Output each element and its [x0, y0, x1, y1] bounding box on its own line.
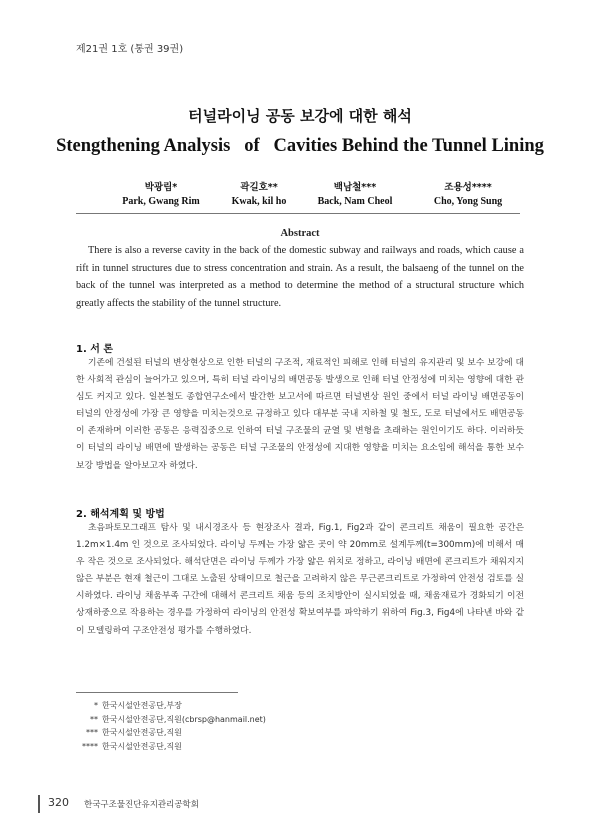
- footnote-text: 한국시설안전공단,부장: [102, 701, 182, 710]
- author-4: [413, 179, 523, 207]
- footnote-item: [76, 713, 266, 727]
- footnote-mark: ****: [82, 741, 98, 751]
- page-number: 320: [48, 796, 69, 809]
- abstract-text: There is also a reverse cavity in the back of the domestic subway and railways and roads, which cause a rift in tunnel structures due to stress concentration and strain. As a result, the balsaeng of the tunnel on the back of the tunnel was interpreted as a method to determine the method of a structural structure which greatly affects the stability of the tunnel structure.: [76, 245, 524, 309]
- journal-info: 제21권 1호 (통권 39권): [76, 44, 184, 55]
- footnote-text: 한국시설안전공단,직원(cbrsp@hanmail.net): [102, 714, 266, 724]
- author-1: [106, 179, 216, 207]
- header-divider: [76, 213, 520, 214]
- author-name-korean: 조용성****: [444, 182, 492, 193]
- footnote-text: 한국시설안전공단,직원: [102, 728, 182, 737]
- section-text-introduction: 기존에 건설된 터널의 변상현상으로 인한 터널의 구조적, 재료적인 피해로 인해 터널의 유지관리 및 보수 보강에 대한 사회적 관심이 늘어가고 있으며, 특히 터널 라이닝의 배면공동 발생으로 인해 터널 안정성에 미치는 영향에 대한 관심도 커지고 있다. 일본철도 종합연구소에서 발간한 보고서에 따르면 터널변상 원인 중에서 터널 라이닝 배면공동이 터널의 안정성에 가장 큰 영향을 미치는것으로 규정하고 있다 대부분 국내 지하철 및 철도, 도로 터널에서도 배면공동이 존재하며 이러한 공동은 응력집중으로 인하여 터널 구조물의 균열 및 변형을 초래하는 원인이기도 하다. 이러하듯이 터널의 라이닝 배면에 발생하는 공동은 터널 구조물의 안정성에 지대한 영향을 미치는 요소임에 해석을 통한 보수보강 방법을 알아보고자 하였다.: [76, 358, 524, 471]
- author-name-korean: 곽길호**: [240, 182, 278, 193]
- footnote-divider: [76, 692, 238, 693]
- footnote-text: 한국시설안전공단,직원: [102, 741, 182, 751]
- section-heading-method: 2. 해석계획 및 방법: [76, 509, 165, 520]
- footnote-item: [76, 740, 266, 754]
- title-english: Stengthening Analysis of Cavities Behind the Tunnel Lining: [56, 136, 544, 156]
- title-korean: 터널라이닝 공동 보강에 대한 해석: [188, 107, 412, 125]
- footnote-mark: ***: [86, 728, 98, 737]
- footnote-mark: *: [94, 701, 98, 710]
- footnotes: [76, 699, 266, 753]
- journal-name: 한국구조물진단유지관리공학회: [84, 800, 199, 810]
- author-name-english: Park, Gwang Rim: [122, 196, 200, 207]
- footnote-item: [76, 699, 266, 713]
- footnote-mark: **: [90, 714, 98, 724]
- abstract-heading: Abstract: [280, 228, 320, 239]
- author-name-english: Cho, Yong Sung: [433, 196, 503, 207]
- section-text-method: 초음파토모그래프 탐사 및 내시경조사 등 현장조사 결과, Fig.1, Fig2과 같이 콘크리트 채움이 필요한 공간은 1.2m×1.4m 인 것으로 조사되었다. 라이닝 두께는 가장 얇은 곳이 약 20mm로 설계두께(t=300mm)에 비해서 매우 작은 것으로 조사되었다. 해석단면은 라이닝 두께가 가장 얇은 위치로 정하고, 라이닝 배면에 콘크리트가 채워지지 않은 부분은 현재 철근이 그대로 노출된 상태이므로 철근을 고려하지 않은 무근콘크리트로 가정하여 안전성 검토를 실시하였다. 라이닝 채움부족 구간에 대해서 콘크리트 채움 등의 조치방안이 실시되었을 때, 채움재료가 경화되기 이전 상재하중으로 작용하는 경우를 가정하여 라이닝의 안전성 확보여부를 파악하기 위하여 Fig.3, Fig4에 나타낸 바와 같이 모델링하여 구조안전성 평가를 수행하였다.: [76, 523, 524, 636]
- footer-bar: [38, 795, 40, 813]
- section-heading-introduction: 1. 서 론: [76, 344, 114, 355]
- author-name-english: Kwak, kil ho: [231, 196, 287, 207]
- footnote-item: [76, 726, 266, 740]
- author-3: [300, 179, 410, 207]
- author-name-english: Back, Nam Cheol: [317, 196, 393, 207]
- author-name-korean: 백남철***: [333, 182, 377, 193]
- author-2: [204, 179, 314, 207]
- author-name-korean: 박광림*: [144, 182, 178, 193]
